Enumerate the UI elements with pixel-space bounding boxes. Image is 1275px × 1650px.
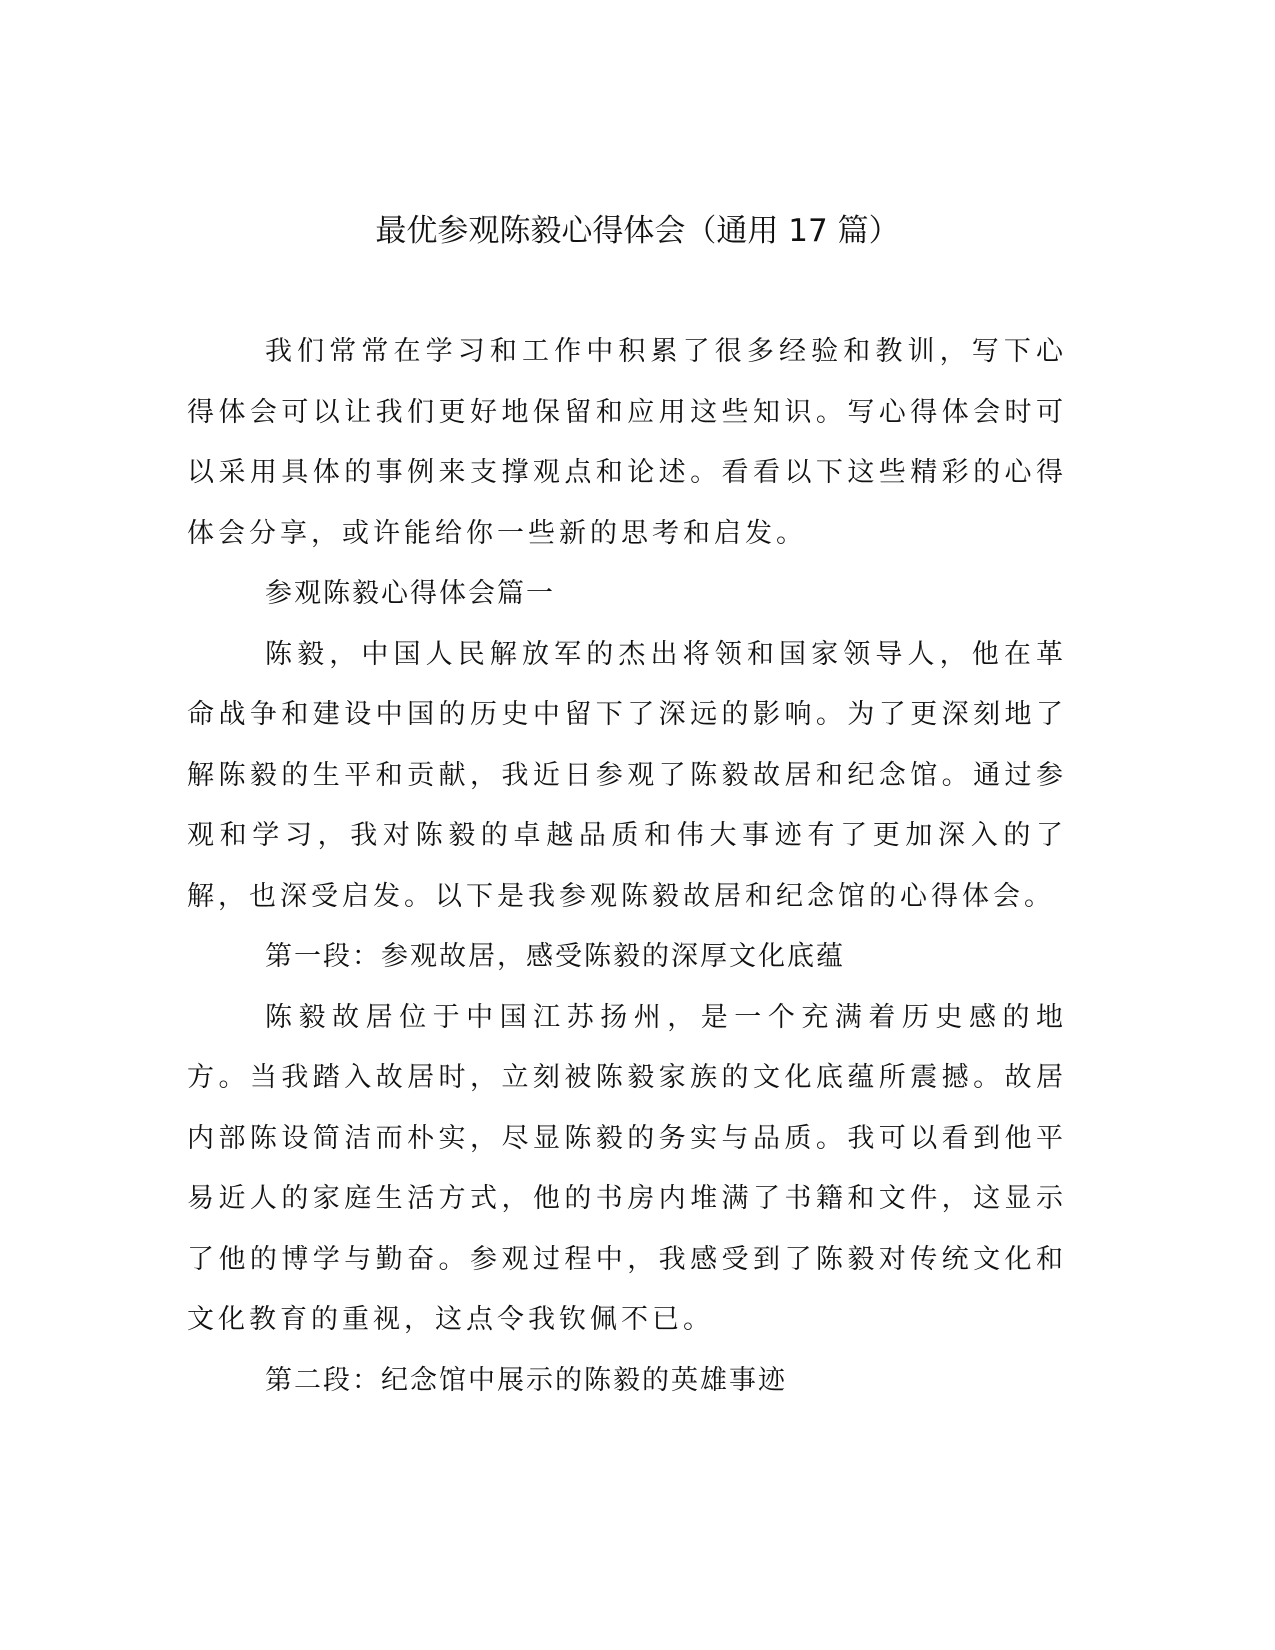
intro-paragraph: 我们常常在学习和工作中积累了很多经验和教训，写下心得体会可以让我们更好地保留和应用这些知识。写心得体会时可以采用具体的事例来支撑观点和论述。看看以下这些精彩的心得体会分享，或许能给你一些新的思考和启发。 <box>187 336 1067 549</box>
part-one-heading: 第一段：参观故居，感受陈毅的深厚文化底蕴 <box>265 941 845 972</box>
document-body <box>187 322 1067 1411</box>
part-one-paragraph: 陈毅故居位于中国江苏扬州，是一个充满着历史感的地方。当我踏入故居时，立刻被陈毅家族的文化底蕴所震撼。故居内部陈设简洁而朴实，尽显陈毅的务实与品质。我可以看到他平易近人的家庭生活方式，他的书房内堆满了书籍和文件，这显示了他的博学与勤奋。参观过程中，我感受到了陈毅对传统文化和文化教育的重视，这点令我钦佩不已。 <box>187 1001 1067 1335</box>
section-paragraph: 陈毅，中国人民解放军的杰出将领和国家领导人，他在革命战争和建设中国的历史中留下了深远的影响。为了更深刻地了解陈毅的生平和贡献，我近日参观了陈毅故居和纪念馆。通过参观和学习，我对陈毅的卓越品质和伟大事迹有了更加深入的了解，也深受启发。以下是我参观陈毅故居和纪念馆的心得体会。 <box>187 638 1067 912</box>
section-heading: 参观陈毅心得体会篇一 <box>265 578 555 609</box>
document-title: 最优参观陈毅心得体会（通用 17 篇） <box>375 213 900 249</box>
part-two-heading: 第二段：纪念馆中展示的陈毅的英雄事迹 <box>265 1364 787 1396</box>
